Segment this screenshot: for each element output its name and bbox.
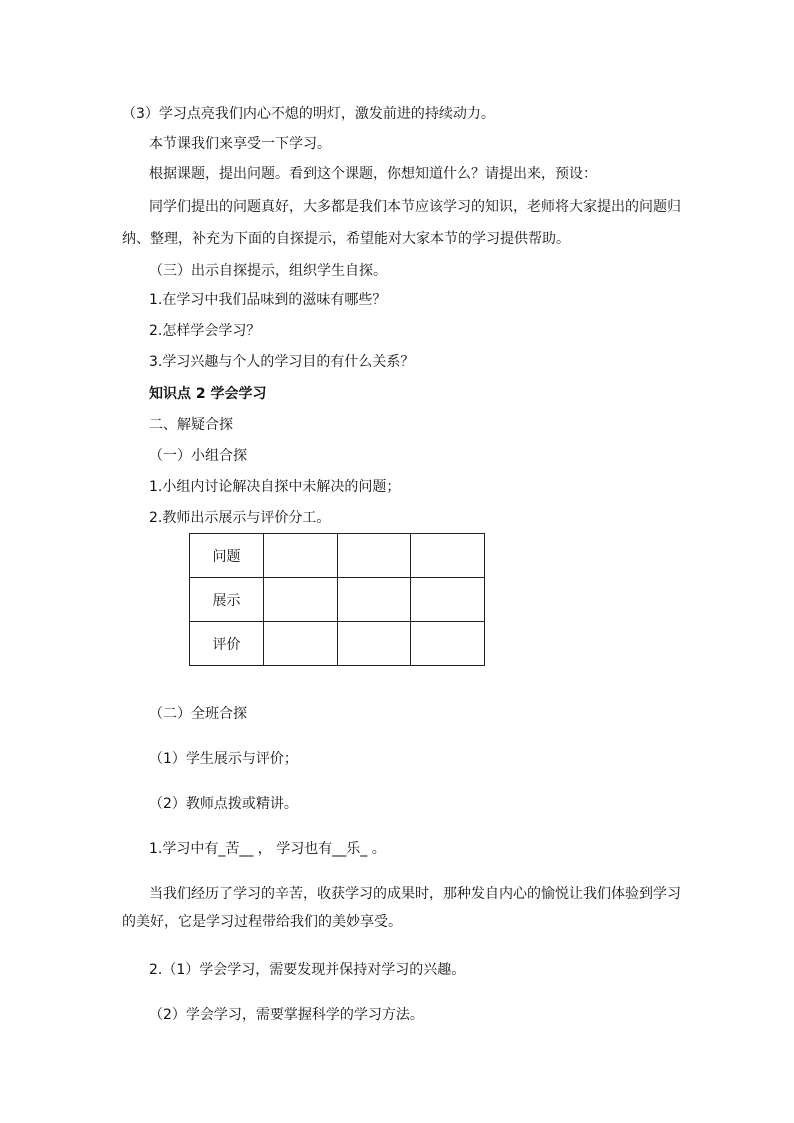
knowledge-point-heading: 知识点 2 学会学习	[149, 386, 267, 402]
row-label-cell: 问题	[190, 534, 264, 578]
table-cell	[338, 622, 411, 666]
list-item: （2）学会学习，需要掌握科学的学习方法。	[149, 1007, 424, 1023]
paragraph: （3）学习点亮我们内心不熄的明灯，激发前进的持续动力。	[122, 106, 495, 122]
table-cell	[264, 578, 338, 622]
paragraph: 纳、整理，补充为下面的自探提示，希望能对大家本节的学习提供帮助。	[122, 231, 570, 247]
table-cell	[411, 534, 485, 578]
table-cell	[264, 534, 338, 578]
list-item: 2.（1）学会学习，需要发现并保持对学习的兴趣。	[149, 962, 466, 978]
fill-in-line: 1.学习中有_苦__ ， 学习也有__乐_ 。	[149, 841, 386, 857]
row-label-cell: 评价	[190, 622, 264, 666]
list-item: 3.学习兴趣与个人的学习目的有什么关系？	[149, 354, 415, 370]
list-item: （1）学生展示与评价；	[149, 751, 298, 767]
list-item: （2）教师点拨或精讲。	[149, 796, 298, 812]
table-cell	[264, 622, 338, 666]
table-cell	[411, 578, 485, 622]
table-cell	[338, 534, 411, 578]
paragraph: 当我们经历了学习的辛苦，收获学习的成果时，那种发自内心的愉悦让我们体验到学习	[149, 886, 681, 902]
paragraph: 同学们提出的问题真好，大多都是我们本节应该学习的知识，老师将大家提出的问题归	[149, 199, 681, 215]
list-item: 1.在学习中我们品味到的滋味有哪些？	[149, 292, 387, 308]
list-item: 2.教师出示展示与评价分工。	[149, 510, 331, 526]
table-cell	[411, 622, 485, 666]
table-cell	[338, 578, 411, 622]
subsection-heading: （二）全班合探	[149, 706, 247, 722]
table-row	[190, 578, 485, 622]
subsection-heading: （一）小组合探	[149, 448, 247, 464]
row-label-cell: 展示	[190, 578, 264, 622]
paragraph: 本节课我们来享受一下学习。	[149, 136, 331, 152]
list-item: 2.怎样学会学习？	[149, 323, 261, 339]
paragraph: 根据课题，提出问题。看到这个课题，你想知道什么？请提出来，预设：	[149, 166, 597, 182]
list-item: 1.小组内讨论解决自探中未解决的问题；	[149, 479, 401, 495]
paragraph: 的美好，它是学习过程带给我们的美妙享受。	[122, 914, 402, 930]
table-row	[190, 534, 485, 578]
division-table	[189, 533, 485, 666]
table-row	[190, 622, 485, 666]
section-heading: （三）出示自探提示，组织学生自探。	[149, 263, 387, 279]
section-heading: 二、解疑合探	[149, 417, 233, 433]
